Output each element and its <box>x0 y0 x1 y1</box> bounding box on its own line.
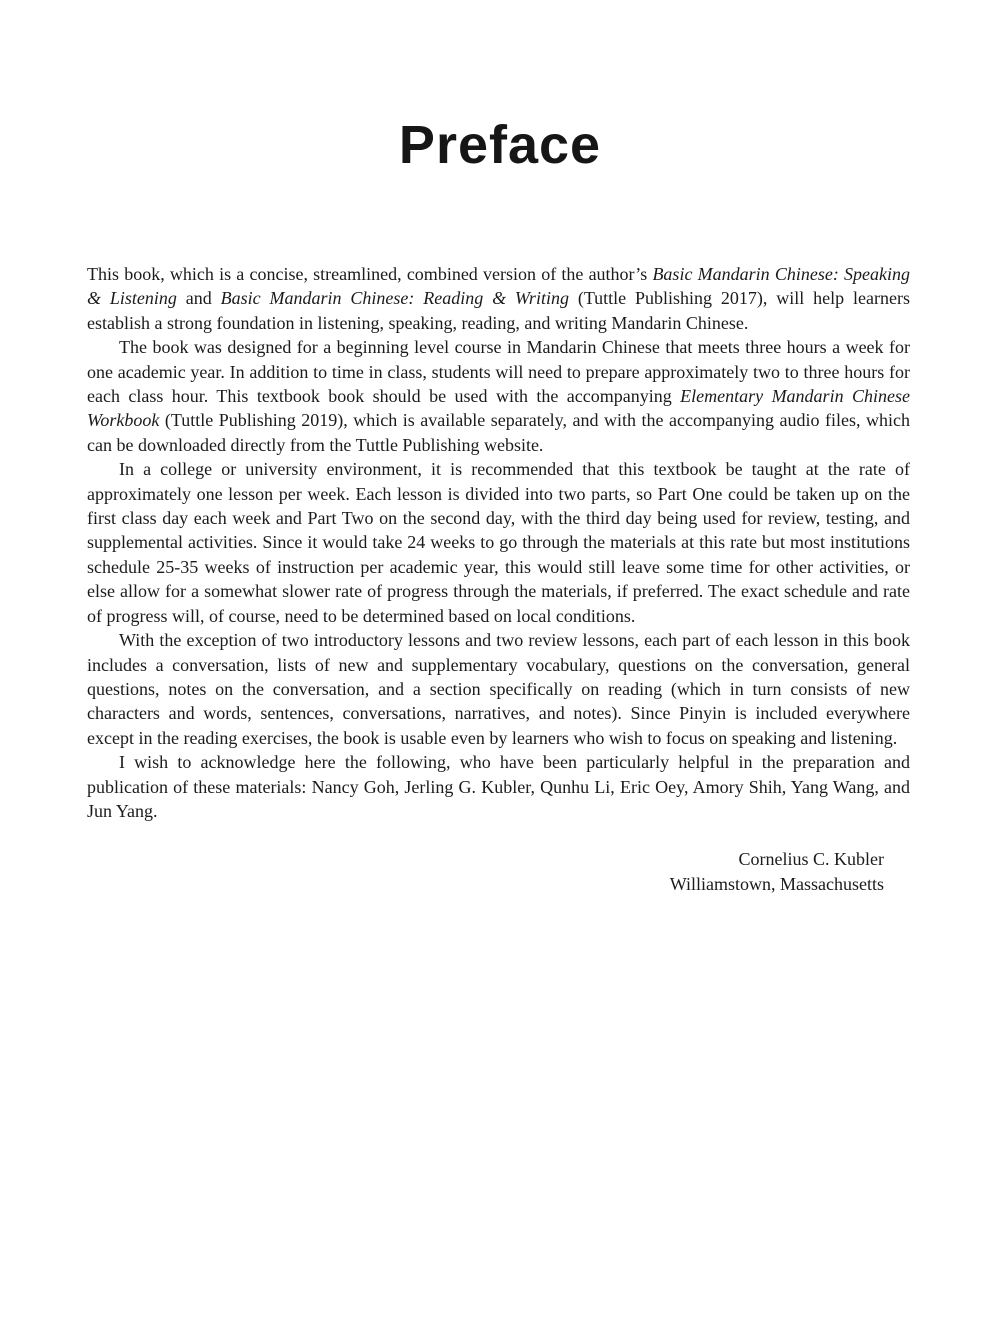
preface-body <box>87 262 910 896</box>
preface-paragraphs <box>87 262 910 823</box>
text-run: This book, which is a concise, streamlined, combined version of the author’s <box>87 264 653 284</box>
text-run: (Tuttle Publishing 2019), which is available separately, and with the accompanying audio files, which can be downloaded directly from the Tuttle Publishing website. <box>87 410 910 455</box>
paragraph <box>87 335 910 457</box>
signature-block <box>87 847 910 896</box>
text-run: (Tuttle Publishing 2017), will help learners establish a strong foundation in listening, speaking, reading, and writing Mandarin Chinese. <box>87 288 910 333</box>
paragraph <box>87 628 910 750</box>
text-run: In a college or university environment, it is recommended that this textbook be taught at the rate of approximately one lesson per week. Each lesson is divided into two parts, so Part One could be taken up on the first class day each week and Part Two on the second day, with the third day being used for review, testing, and supplemental activities. Since it would take 24 weeks to go through the materials at this rate but most institutions schedule 25-35 weeks of instruction per academic year, this would still leave some time for other activities, or else allow for a somewhat slower rate of progress through the materials, if preferred. The exact schedule and rate of progress will, of course, need to be determined based on local conditions. <box>87 459 910 626</box>
text-run: The book was designed for a beginning level course in Mandarin Chinese that meets three hours a week for one academic year. In addition to time in class, students will need to prepare approximately two to three hours for each class hour. This textbook book should be used with the accompanying <box>87 337 910 407</box>
italic-run: Elementary Mandarin Chinese Workbook <box>87 386 910 431</box>
page-title: Preface <box>398 115 602 175</box>
text-run: and <box>176 288 221 309</box>
italic-run: Basic Mandarin Chinese: Reading & Writing <box>220 288 569 309</box>
paragraph <box>87 262 910 335</box>
paragraph <box>87 457 910 628</box>
paragraph <box>87 750 910 823</box>
italic-run: Basic Mandarin Chinese: Speaking & Listening <box>87 264 910 309</box>
text-run: With the exception of two introductory lessons and two review lessons, each part of each lesson in this book includes a conversation, lists of new and supplementary vocabulary, questions on the conversation, general questions, notes on the conversation, and a section specifically on reading (which in turn consists of new characters and words, sentences, conversations, narratives, and notes). Since Pinyin is included everywhere except in the reading exercises, the book is usable even by learners who wish to focus on speaking and listening. <box>87 630 910 748</box>
signature-name: Cornelius C. Kubler <box>738 849 884 870</box>
signature-location: Williamstown, Massachusetts <box>669 873 884 894</box>
text-run: I wish to acknowledge here the following, who have been particularly helpful in the preparation and publication of these materials: Nancy Goh, Jerling G. Kubler, Qunhu Li, Eric Oey, Amory Shih, Yang Wang, and Jun Yang. <box>87 752 910 821</box>
